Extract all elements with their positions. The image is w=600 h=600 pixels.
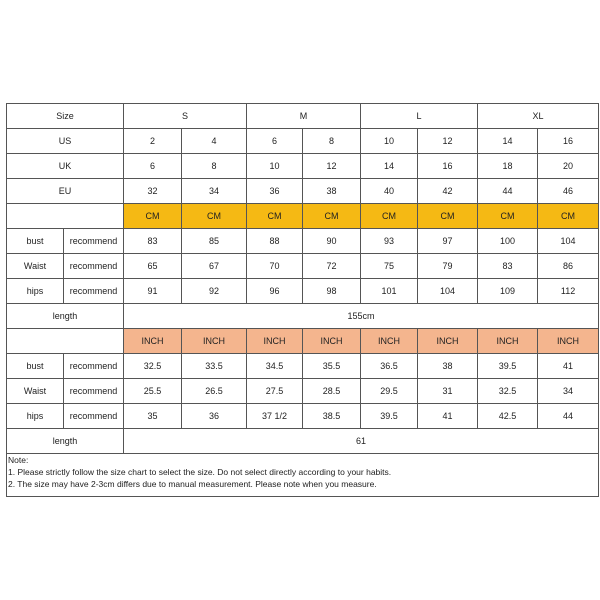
measurement-value: 72 <box>303 254 361 279</box>
inch-length-row <box>7 429 599 454</box>
measurement-value: 65 <box>124 254 182 279</box>
recommend-label: recommend <box>64 229 124 254</box>
conversion-value: 8 <box>182 154 247 179</box>
measurement-value: 36 <box>182 404 247 429</box>
measurement-value: 88 <box>247 229 303 254</box>
length-value: 61 <box>124 429 599 454</box>
size-header-label: Size <box>7 104 124 129</box>
length-label: length <box>7 304 124 329</box>
size-header-cell: L <box>361 104 478 129</box>
cm-measure-row <box>7 279 599 304</box>
measurement-value: 35 <box>124 404 182 429</box>
size-table <box>6 103 599 454</box>
measurement-value: 75 <box>361 254 418 279</box>
measurement-value: 39.5 <box>361 404 418 429</box>
recommend-label: recommend <box>64 379 124 404</box>
inch-unit-label: INCH <box>418 329 478 354</box>
measurement-value: 34.5 <box>247 354 303 379</box>
conversion-value: 44 <box>478 179 538 204</box>
conversion-value: 32 <box>124 179 182 204</box>
conversion-value: 40 <box>361 179 418 204</box>
conversion-value: 16 <box>538 129 599 154</box>
size-header-cell: M <box>247 104 361 129</box>
conversion-value: 6 <box>247 129 303 154</box>
inch-unit-label: INCH <box>538 329 599 354</box>
inch-unit-label: INCH <box>247 329 303 354</box>
notes-box <box>6 454 599 497</box>
conversion-value: 2 <box>124 129 182 154</box>
measurement-value: 85 <box>182 229 247 254</box>
measurement-value: 67 <box>182 254 247 279</box>
cm-length-row <box>7 304 599 329</box>
conversion-value: 10 <box>361 129 418 154</box>
note-line-2: 2. The size may have 2-3cm differs due to manual measurement. Please note when you measure. <box>8 479 377 489</box>
cm-unit-label: CM <box>124 204 182 229</box>
measurement-value: 98 <box>303 279 361 304</box>
conversion-value: 36 <box>247 179 303 204</box>
measurement-value: 31 <box>418 379 478 404</box>
conversion-value: 10 <box>247 154 303 179</box>
inch-unit-label: INCH <box>303 329 361 354</box>
length-label: length <box>7 429 124 454</box>
cm-unit-label: CM <box>538 204 599 229</box>
cm-unit-label: CM <box>418 204 478 229</box>
measurement-value: 38.5 <box>303 404 361 429</box>
body-part-label: bust <box>7 354 64 379</box>
measurement-value: 92 <box>182 279 247 304</box>
measurement-value: 109 <box>478 279 538 304</box>
conversion-value: 8 <box>303 129 361 154</box>
measurement-value: 38 <box>418 354 478 379</box>
size-header-cell: XL <box>478 104 599 129</box>
measurement-value: 36.5 <box>361 354 418 379</box>
measurement-value: 39.5 <box>478 354 538 379</box>
cm-unit-label: CM <box>247 204 303 229</box>
measurement-value: 26.5 <box>182 379 247 404</box>
measurement-value: 44 <box>538 404 599 429</box>
note-heading: Note: <box>8 455 29 465</box>
measurement-value: 32.5 <box>478 379 538 404</box>
inch-measure-row <box>7 404 599 429</box>
conversion-label: UK <box>7 154 124 179</box>
inch-unit-label: INCH <box>182 329 247 354</box>
measurement-value: 91 <box>124 279 182 304</box>
conversion-value: 12 <box>418 129 478 154</box>
measurement-value: 96 <box>247 279 303 304</box>
recommend-label: recommend <box>64 404 124 429</box>
conversion-value: 16 <box>418 154 478 179</box>
inch-measure-row <box>7 354 599 379</box>
conversion-label: EU <box>7 179 124 204</box>
measurement-value: 97 <box>418 229 478 254</box>
conversion-value: 34 <box>182 179 247 204</box>
measurement-value: 100 <box>478 229 538 254</box>
measurement-value: 41 <box>538 354 599 379</box>
cm-unit-label: CM <box>361 204 418 229</box>
conversion-row <box>7 154 599 179</box>
body-part-label: Waist <box>7 254 64 279</box>
conversion-value: 4 <box>182 129 247 154</box>
measurement-value: 70 <box>247 254 303 279</box>
conversion-value: 14 <box>478 129 538 154</box>
recommend-label: recommend <box>64 254 124 279</box>
body-part-label: hips <box>7 404 64 429</box>
measurement-value: 83 <box>124 229 182 254</box>
recommend-label: recommend <box>64 354 124 379</box>
measurement-value: 112 <box>538 279 599 304</box>
length-value: 155cm <box>124 304 599 329</box>
conversion-value: 6 <box>124 154 182 179</box>
conversion-label: US <box>7 129 124 154</box>
cm-unit-label: CM <box>182 204 247 229</box>
measurement-value: 32.5 <box>124 354 182 379</box>
cm-unit-row <box>7 204 599 229</box>
measurement-value: 93 <box>361 229 418 254</box>
measurement-value: 35.5 <box>303 354 361 379</box>
measurement-value: 90 <box>303 229 361 254</box>
measurement-value: 34 <box>538 379 599 404</box>
conversion-value: 12 <box>303 154 361 179</box>
inch-unit-label: INCH <box>361 329 418 354</box>
conversion-row <box>7 179 599 204</box>
cm-measure-row <box>7 254 599 279</box>
size-header-cell: S <box>124 104 247 129</box>
conversion-value: 38 <box>303 179 361 204</box>
measurement-value: 41 <box>418 404 478 429</box>
inch-unit-label: INCH <box>124 329 182 354</box>
measurement-value: 33.5 <box>182 354 247 379</box>
cm-measure-row <box>7 229 599 254</box>
measurement-value: 83 <box>478 254 538 279</box>
size-chart <box>6 103 598 497</box>
body-part-label: bust <box>7 229 64 254</box>
measurement-value: 101 <box>361 279 418 304</box>
measurement-value: 104 <box>418 279 478 304</box>
unit-row-blank <box>7 204 124 229</box>
conversion-value: 14 <box>361 154 418 179</box>
body-part-label: hips <box>7 279 64 304</box>
measurement-value: 29.5 <box>361 379 418 404</box>
cm-unit-label: CM <box>303 204 361 229</box>
inch-unit-label: INCH <box>478 329 538 354</box>
measurement-value: 25.5 <box>124 379 182 404</box>
measurement-value: 104 <box>538 229 599 254</box>
size-header-row <box>7 104 599 129</box>
cm-unit-label: CM <box>478 204 538 229</box>
measurement-value: 79 <box>418 254 478 279</box>
unit-row-blank <box>7 329 124 354</box>
conversion-value: 42 <box>418 179 478 204</box>
conversion-row <box>7 129 599 154</box>
conversion-value: 46 <box>538 179 599 204</box>
inch-unit-row <box>7 329 599 354</box>
measurement-value: 42.5 <box>478 404 538 429</box>
note-line-1: 1. Please strictly follow the size chart to select the size. Do not select directly according to your habits. <box>8 467 392 477</box>
conversion-value: 20 <box>538 154 599 179</box>
measurement-value: 37 1/2 <box>247 404 303 429</box>
measurement-value: 86 <box>538 254 599 279</box>
measurement-value: 28.5 <box>303 379 361 404</box>
body-part-label: Waist <box>7 379 64 404</box>
conversion-value: 18 <box>478 154 538 179</box>
measurement-value: 27.5 <box>247 379 303 404</box>
inch-measure-row <box>7 379 599 404</box>
recommend-label: recommend <box>64 279 124 304</box>
